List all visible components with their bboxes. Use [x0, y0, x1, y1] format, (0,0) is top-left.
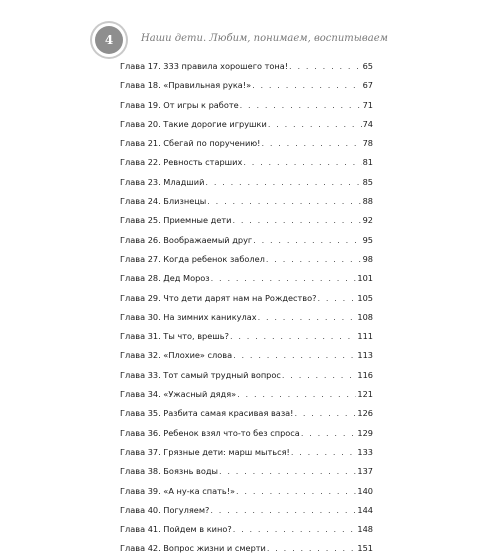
toc-entry-page: 85	[362, 176, 373, 187]
toc-entry-title: Глава 40. Погуляем?	[120, 504, 210, 515]
toc-entry	[120, 308, 373, 327]
toc-entry-page: 144	[357, 504, 373, 515]
toc-dot-leader	[258, 308, 357, 327]
toc-entry-page: 113	[357, 350, 373, 361]
toc-entry-page: 148	[357, 524, 373, 535]
toc-entry	[120, 443, 373, 462]
toc-entry-title: Глава 23. Младший	[120, 176, 205, 187]
toc-entry	[120, 173, 373, 192]
toc-entry	[120, 153, 373, 172]
toc-dot-leader	[266, 250, 362, 269]
toc-dot-leader	[211, 269, 357, 288]
toc-dot-leader	[232, 211, 361, 230]
toc-entry-title: Глава 42. Вопрос жизни и смерти	[120, 543, 266, 554]
toc-dot-leader	[243, 153, 361, 172]
toc-entry-page: 116	[357, 369, 373, 380]
toc-entry-title: Глава 20. Такие дорогие игрушки	[120, 118, 267, 129]
toc-dot-leader	[261, 134, 361, 153]
toc-entry-title: Глава 38. Боязнь воды	[120, 466, 218, 477]
toc-dot-leader	[233, 346, 356, 365]
toc-entry-page: 98	[362, 253, 373, 264]
toc-entry-page: 133	[357, 446, 373, 457]
toc-dot-leader	[219, 462, 356, 481]
toc-entry	[120, 192, 373, 211]
toc-dot-leader	[282, 366, 356, 385]
toc-entry-page: 88	[362, 196, 373, 207]
toc-entry-page: 140	[357, 485, 373, 496]
toc-entry-title: Глава 18. «Правильная рука!»	[120, 80, 252, 91]
toc-entry	[120, 404, 373, 423]
toc-dot-leader	[268, 115, 362, 134]
toc-entry-title: Глава 29. Что дети дарят нам на Рождество?	[120, 292, 317, 303]
toc-entry-page: 105	[357, 292, 373, 303]
toc-entry	[120, 520, 373, 539]
toc-entry-page: 101	[357, 273, 373, 284]
toc-entry-page: 151	[357, 543, 373, 554]
toc-entry-page: 81	[362, 157, 373, 168]
toc-entry-title: Глава 39. «А ну-ка спать!»	[120, 485, 236, 496]
toc-entry-title: Глава 27. Когда ребенок заболел	[120, 253, 265, 264]
toc-entry	[120, 134, 373, 153]
toc-entry-page: 71	[362, 99, 373, 110]
toc-entry-page: 65	[362, 61, 373, 71]
toc-dot-leader	[237, 385, 356, 404]
toc-entry	[120, 366, 373, 385]
toc-entry-page: 126	[357, 408, 373, 419]
toc-entry-page: 78	[362, 138, 373, 149]
toc-entry-title: Глава 19. От игры к работе	[120, 99, 239, 110]
toc-entry-title: Глава 31. Ты что, врешь?	[120, 331, 229, 342]
toc-entry-title: Глава 37. Грязные дети: марш мыться!	[120, 446, 290, 457]
toc-entry-page: 95	[362, 234, 373, 245]
toc-entry-page: 121	[357, 389, 373, 400]
toc-entry-title: Глава 17. 333 правила хорошего тона!	[120, 61, 289, 71]
toc-entry	[120, 424, 373, 443]
toc-entry	[120, 76, 373, 95]
toc-entry-page: 111	[357, 331, 373, 342]
toc-entry-title: Глава 28. Дед Мороз	[120, 273, 210, 284]
toc-entry-page: 74	[362, 118, 373, 129]
toc-entry	[120, 462, 373, 481]
toc-entry	[120, 346, 373, 365]
toc-entry-page: 137	[357, 466, 373, 477]
page-number-badge: 4	[95, 26, 123, 54]
toc-entry-page: 129	[357, 427, 373, 438]
toc-entry	[120, 250, 373, 269]
toc-entry	[120, 501, 373, 520]
toc-dot-leader	[205, 173, 361, 192]
toc-entry-title: Глава 32. «Плохие» слова	[120, 350, 233, 361]
toc-entry-title: Глава 34. «Ужасный дядя»	[120, 389, 237, 400]
toc-dot-leader	[236, 482, 356, 501]
toc-dot-leader	[210, 501, 356, 520]
toc-entry-page: 67	[362, 80, 373, 91]
toc-dot-leader	[253, 231, 361, 250]
toc-entry-title: Глава 24. Близнецы	[120, 196, 207, 207]
toc-entry	[120, 57, 373, 76]
toc-entry-title: Глава 36. Ребенок взял что-то без спроса	[120, 427, 300, 438]
toc-dot-leader	[240, 96, 362, 115]
toc-entry-title: Глава 41. Пойдем в кино?	[120, 524, 232, 535]
toc-dot-leader	[230, 327, 356, 346]
toc-entry	[120, 539, 373, 558]
toc-dot-leader	[252, 76, 361, 95]
running-header: Наши дети. Любим, понимаем, воспитываем	[141, 33, 388, 44]
toc-entry	[120, 96, 373, 115]
toc-dot-leader	[267, 539, 357, 558]
toc-entry-page: 108	[357, 311, 373, 322]
table-of-contents	[120, 57, 373, 559]
toc-entry-title: Глава 35. Разбита самая красивая ваза!	[120, 408, 294, 419]
toc-dot-leader	[301, 424, 357, 443]
toc-dot-leader	[294, 404, 356, 423]
toc-entry	[120, 211, 373, 230]
toc-entry	[120, 269, 373, 288]
toc-entry-title: Глава 25. Приемные дети	[120, 215, 232, 226]
toc-dot-leader	[289, 57, 362, 76]
toc-entry-title: Глава 22. Ревность старших	[120, 157, 243, 168]
toc-entry-title: Глава 21. Сбегай по поручению!	[120, 138, 261, 149]
toc-dot-leader	[291, 443, 357, 462]
toc-dot-leader	[207, 192, 361, 211]
toc-entry	[120, 231, 373, 250]
toc-dot-leader	[317, 289, 356, 308]
toc-entry-title: Глава 26. Воображаемый друг	[120, 234, 253, 245]
toc-entry	[120, 482, 373, 501]
toc-entry-title: Глава 33. Тот самый трудный вопрос	[120, 369, 281, 380]
toc-entry	[120, 327, 373, 346]
toc-entry-title: Глава 30. На зимних каникулах	[120, 311, 257, 322]
toc-dot-leader	[233, 520, 357, 539]
toc-entry	[120, 115, 373, 134]
toc-entry-page: 92	[362, 215, 373, 226]
toc-entry	[120, 385, 373, 404]
toc-entry	[120, 289, 373, 308]
